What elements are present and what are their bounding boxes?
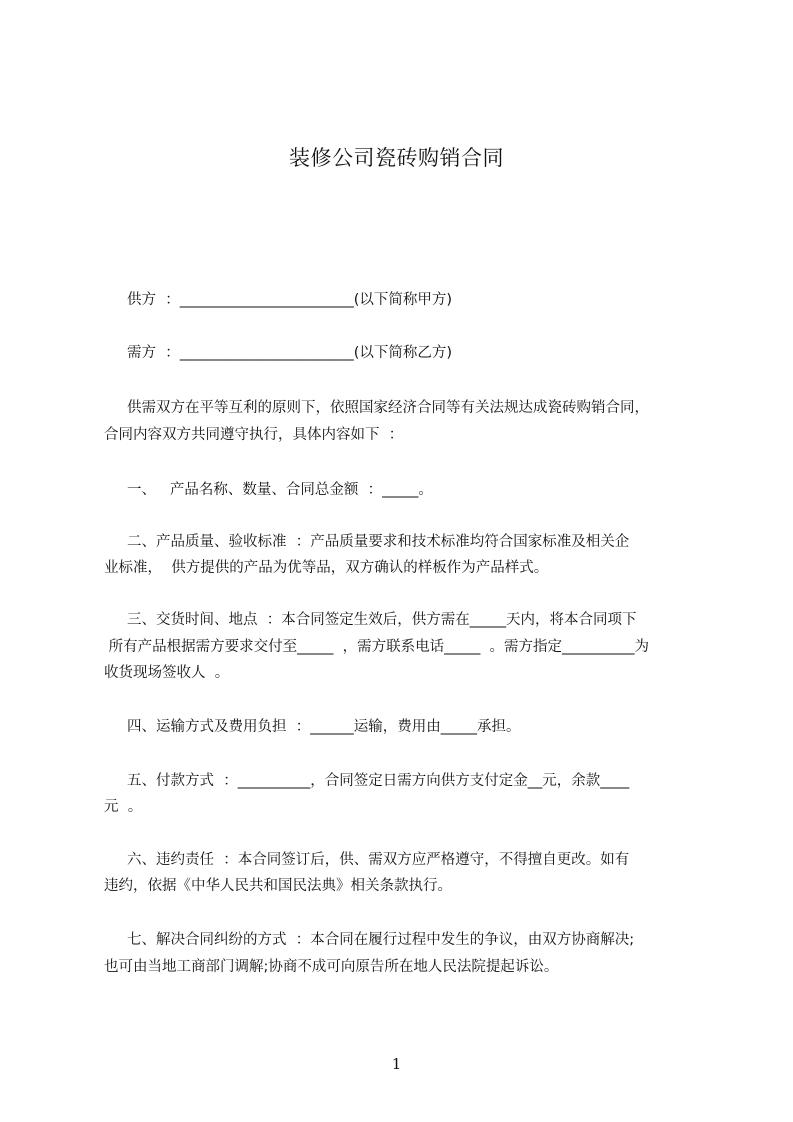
supplier-line: 供方 ：________________________(以下简称甲方) — [104, 292, 453, 308]
clause-6-line-2: 违约，依据《中华人民共和国民法典》相关条款执行。 — [104, 878, 452, 894]
preamble-line-2: 合同内容双方共同遵守执行，具体内容如下 ： — [104, 427, 404, 443]
clause-2-line-2: 业标准， 供方提供的产品为优等品，双方确认的样板作为产品样式。 — [104, 560, 549, 576]
clause-5-line-2: 元 。 — [104, 799, 143, 815]
clause-5-line-1: 五、付款方式 ：__________，合同签定日需方向供方支付定金__元，余款____ — [104, 773, 630, 789]
preamble-line-1: 供需双方在平等互利的原则下，依照国家经济合同等有关法规达成瓷砖购销合同， — [104, 400, 650, 416]
clause-3-line-3: 收货现场签收人 。 — [104, 665, 230, 681]
page-number: 1 — [391, 1055, 402, 1073]
clause-2-line-1: 二、产品质量、验收标准 ：产品质量要求和技术标准均符合国家标准及相关企 — [104, 534, 630, 550]
buyer-line: 需方 ：________________________(以下简称乙方) — [104, 345, 453, 361]
clause-3-line-1: 三、交货时间、地点 ：本合同签定生效后，供方需在_____天内，将本合同项下 — [104, 612, 637, 628]
clause-6-line-1: 六、违约责任 ：本合同签订后，供、需双方应严格遵守，不得擅自更改。如有 — [104, 852, 630, 868]
document-title: 装修公司瓷砖购销合同 — [289, 146, 504, 170]
clause-1: 一、 产品名称、数量、合同总金额 ：_____。 — [104, 482, 433, 498]
clause-4: 四、运输方式及费用负担 ：______运输，费用由_____承担。 — [104, 719, 521, 735]
clause-7-line-1: 七、解决合同纠纷的方式 ：本合同在履行过程中发生的争议，由双方协商解决; — [104, 932, 635, 948]
clause-7-line-2: 也可由当地工商部门调解;协商不成可向原告所在地人民法院提起诉讼。 — [104, 959, 559, 975]
clause-3-line-2: 所有产品根据需方要求交付至_____ ，需方联系电话_____ 。需方指定__________为 — [104, 639, 650, 655]
